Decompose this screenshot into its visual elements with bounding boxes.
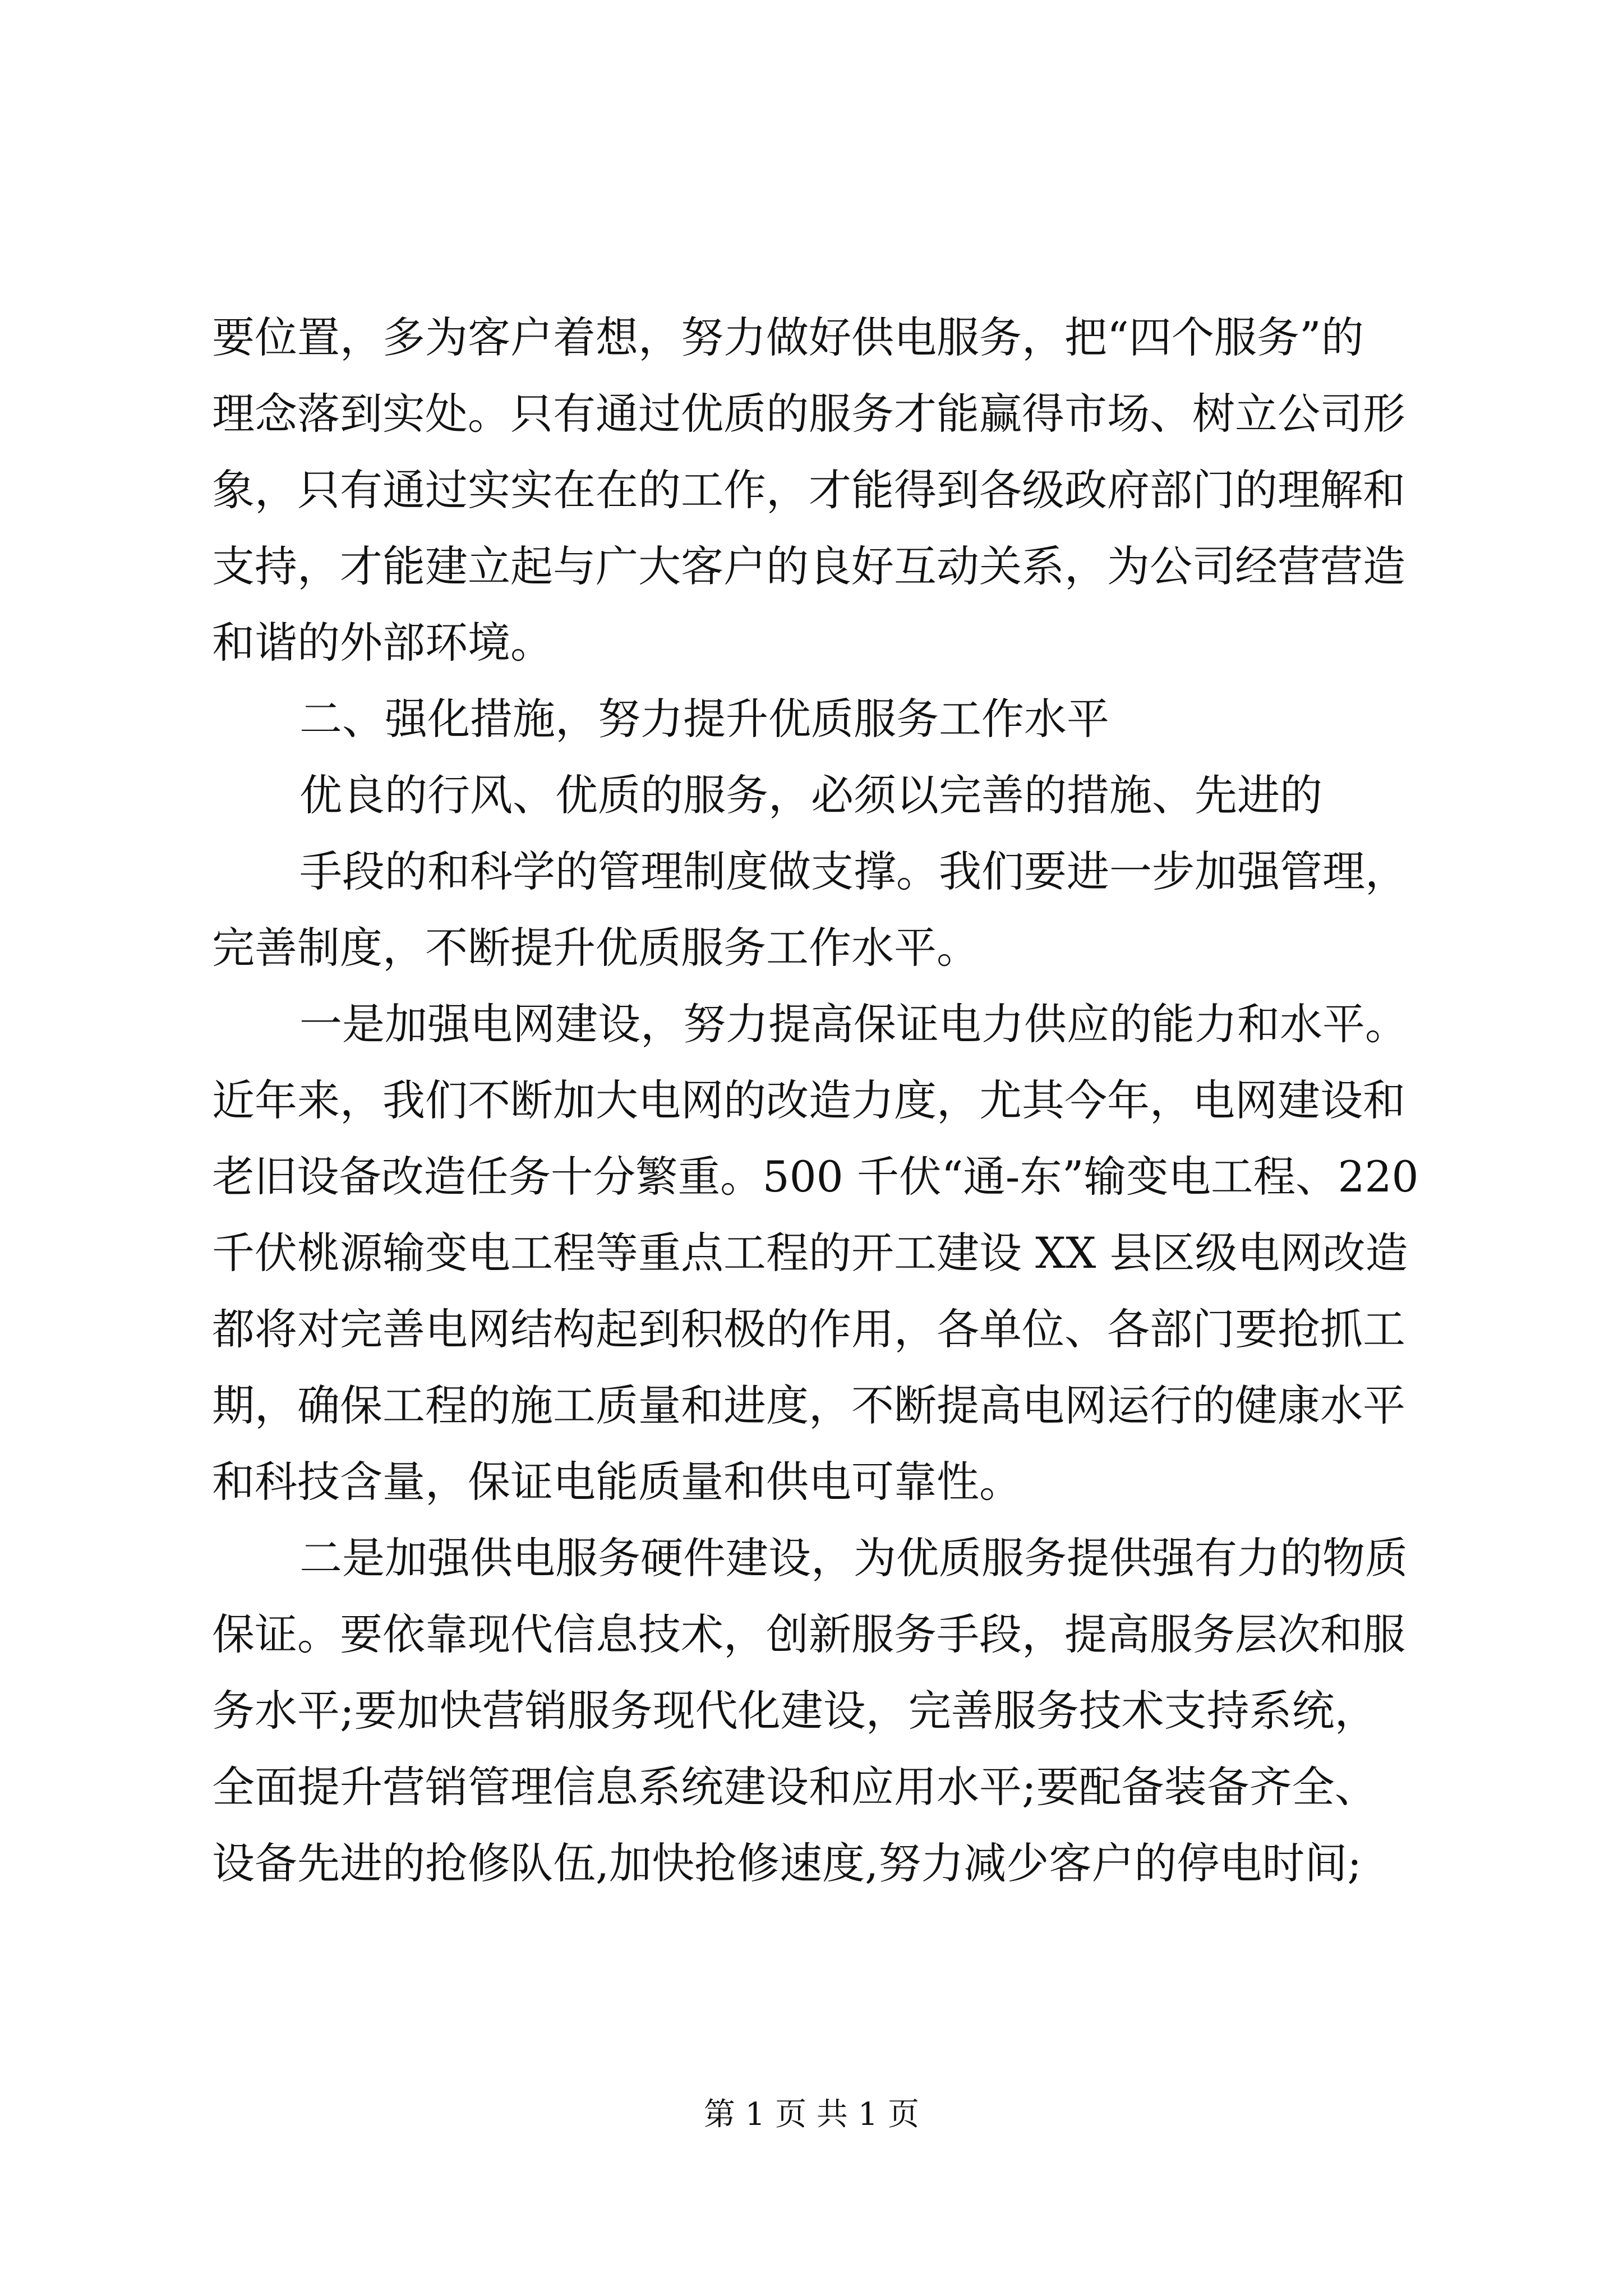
body-text-line: 老旧设备改造任务十分繁重。500 千伏“通-东”输变电工程、220 — [212, 1152, 1419, 1202]
body-text-line: 务水平;要加快营销服务现代化建设，完善服务技术支持系统， — [212, 1686, 1377, 1736]
body-text-line: 都将对完善电网结构起到积极的作用，各单位、各部门要抢抓工 — [212, 1304, 1405, 1354]
body-text-line: 和科技含量，保证电能质量和供电可靠性。 — [212, 1457, 1022, 1507]
body-text-line: 要位置，多为客户着想，努力做好供电服务，把“四个服务”的 — [212, 312, 1364, 362]
body-text-line: 二是加强供电服务硬件建设，为优质服务提供强有力的物质 — [299, 1533, 1408, 1583]
body-text-line: 期，确保工程的施工质量和进度，不断提高电网运行的健康水平 — [212, 1381, 1405, 1430]
body-text-line: 一是加强电网建设，努力提高保证电力供应的能力和水平。 — [299, 999, 1408, 1049]
body-text-line: 千伏桃源输变电工程等重点工程的开工建设 XX 县区级电网改造 — [212, 1228, 1408, 1278]
body-text-line: 全面提升营销管理信息系统建设和应用水平;要配备装备齐全、 — [212, 1762, 1377, 1812]
body-text-line: 和谐的外部环境。 — [212, 618, 553, 668]
page-footer: 第 1 页 共 1 页 — [703, 2096, 920, 2133]
section-heading: 二、强化措施，努力提升优质服务工作水平 — [299, 694, 1109, 744]
body-text-line: 设备先进的抢修队伍,加快抢修速度,努力减少客户的停电时间; — [212, 1838, 1362, 1888]
body-text-line: 象，只有通过实实在在的工作，才能得到各级政府部门的理解和 — [212, 465, 1405, 515]
body-text-line: 完善制度，不断提升优质服务工作水平。 — [212, 923, 979, 973]
body-text-line: 近年来，我们不断加大电网的改造力度，尤其今年，电网建设和 — [212, 1075, 1405, 1125]
body-text-line: 手段的和科学的管理制度做支撑。我们要进一步加强管理， — [299, 846, 1408, 896]
body-text-line: 优良的行风、优质的服务，必须以完善的措施、先进的 — [299, 770, 1322, 820]
body-text-line: 支持，才能建立起与广大客户的良好互动关系，为公司经营营造 — [212, 541, 1405, 591]
body-text-line: 理念落到实处。只有通过优质的服务才能赢得市场、树立公司形 — [212, 389, 1405, 439]
body-text-line: 保证。要依靠现代信息技术，创新服务手段，提高服务层次和服 — [212, 1609, 1405, 1659]
